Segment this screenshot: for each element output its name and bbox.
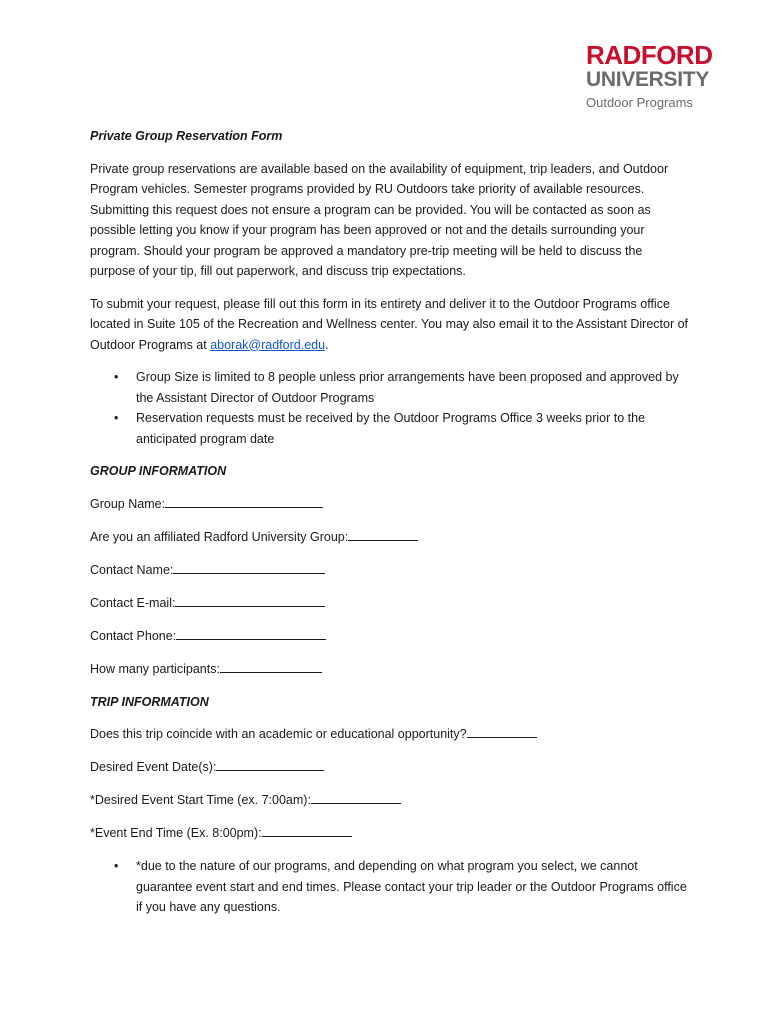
end-time-field[interactable] (262, 823, 352, 837)
end-time-row (90, 823, 690, 844)
submit-end: . (325, 337, 329, 352)
group-name-field[interactable] (165, 494, 323, 508)
start-time-field[interactable] (311, 790, 401, 804)
rule-group-size: • Group Size is limited to 8 people unless prior arrangements have been proposed and approved by the Assistant Director of Outdoor Programs (136, 367, 690, 408)
participants-label: How many participants: (90, 661, 220, 676)
contact-name-row (90, 560, 690, 581)
logo-university: UNIVERSITY (586, 68, 710, 91)
trip-information-heading: TRIP INFORMATION (90, 694, 209, 709)
academic-row (90, 724, 690, 745)
rule-reservation-deadline: • Reservation requests must be received by the Outdoor Programs Office 3 weeks prior to the anticipated program date (136, 408, 690, 449)
group-name-label: Group Name: (90, 496, 166, 511)
intro-paragraph: Private group reservations are available based on the availability of equipment, trip leaders, and Outdoor Program vehicles. Semester programs provided by RU Outdoors take priority of available resources. Submitting this request does not ensure a program can be provided. You will be contacted as soon as possible letting you know if your program has been approved or not and the details surrounding your program. Should your program be approved a mandatory pre-trip meeting will be held to discuss the purpose of your tip, fill out paperwork, and discuss trip expectations. (90, 161, 669, 278)
event-dates-row (90, 757, 690, 778)
contact-name-label: Contact Name: (90, 562, 174, 577)
participants-field[interactable] (220, 659, 322, 673)
contact-phone-row (90, 626, 690, 647)
end-time-label: *Event End Time (Ex. 8:00pm): (90, 826, 262, 840)
event-dates-field[interactable] (216, 757, 324, 771)
radford-outdoor-programs-logo (586, 40, 713, 111)
event-dates-label: Desired Event Date(s): (90, 760, 217, 774)
affiliated-field[interactable] (348, 527, 418, 541)
submit-paragraph (90, 294, 690, 356)
participants-row (90, 659, 690, 680)
academic-label: Does this trip coincide with an academic or educational opportunity? (90, 727, 467, 741)
contact-email-row (90, 593, 690, 614)
affiliated-row (90, 527, 690, 548)
contact-email-field[interactable] (175, 593, 325, 607)
contact-phone-field[interactable] (176, 626, 326, 640)
time-note-list (90, 856, 690, 918)
email-link[interactable]: aborak@radford.edu (210, 337, 326, 352)
logo-radford: RADFORD (586, 40, 713, 70)
form-document (90, 126, 690, 930)
affiliated-label: Are you an affiliated Radford University Group: (90, 529, 349, 544)
submit-text: To submit your request, please fill out this form in its entirety and deliver it to the Outdoor Programs office located in Suite 105 of the Recreation and Wellness center. You may also email it to the Assistant Director of Outdoor Programs at (90, 296, 689, 352)
group-information-heading: GROUP INFORMATION (90, 464, 227, 478)
form-title: Private Group Reservation Form (90, 129, 283, 143)
time-note: • *due to the nature of our programs, and depending on what program you select, we cannot guarantee event start and end times. Please contact your trip leader or the Outdoor Programs office if you have any questions. (136, 856, 690, 918)
contact-name-field[interactable] (173, 560, 325, 574)
logo-outdoor-programs: Outdoor Programs (586, 95, 693, 110)
rules-list (90, 367, 690, 449)
contact-email-label: Contact E-mail: (90, 595, 176, 610)
academic-field[interactable] (467, 724, 537, 738)
group-name-row (90, 494, 690, 515)
start-time-label: *Desired Event Start Time (ex. 7:00am): (90, 793, 311, 807)
start-time-row (90, 790, 690, 811)
contact-phone-label: Contact Phone: (90, 628, 177, 643)
